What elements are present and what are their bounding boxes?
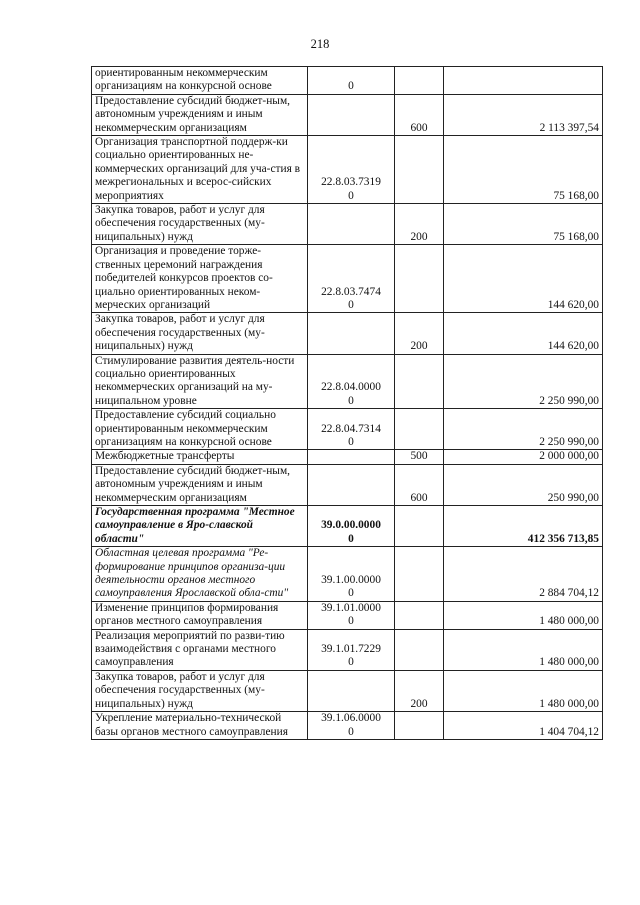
expense-type-cell: 500: [395, 450, 444, 464]
table-row: [92, 94, 603, 135]
target-code-line: 39.1.01.7229: [321, 643, 381, 656]
target-code-cell: [308, 67, 395, 95]
amount-cell: [444, 67, 603, 95]
expense-type-cell: [395, 629, 444, 670]
table-row: [92, 547, 603, 602]
amount-cell: 1 404 704,12: [444, 712, 603, 740]
target-code-line: [311, 122, 391, 135]
target-code-cell: [308, 670, 395, 711]
expense-type-cell: [395, 712, 444, 740]
target-code-line: 39.1.01.0000: [321, 601, 381, 614]
target-code-line: 22.8.03.7319: [321, 176, 381, 189]
amount-cell: 1 480 000,00: [444, 629, 603, 670]
target-code-line: 0: [348, 725, 354, 738]
amount-cell: 2 113 397,54: [444, 94, 603, 135]
expense-type-cell: [395, 354, 444, 409]
target-code-cell: [308, 506, 395, 547]
expense-type-cell: [395, 601, 444, 629]
table-row: [92, 712, 603, 740]
item-name-cell: Областная целевая программа "Ре-формирование принципов организа-ции деятельности органов местного самоуправления Ярославской обла-сти": [92, 547, 308, 602]
target-code-cell: [308, 547, 395, 602]
item-name-cell: Закупка товаров, работ и услуг для обеспечения государственных (му-ниципальных) нужд: [92, 670, 308, 711]
amount-cell: 250 990,00: [444, 464, 603, 505]
expense-type-cell: 200: [395, 313, 444, 354]
target-code-line: 0: [348, 615, 354, 628]
target-code-line: 39.1.00.0000: [321, 574, 381, 587]
expense-type-cell: 200: [395, 670, 444, 711]
target-code-line: 0: [348, 532, 354, 545]
target-code-line: [311, 231, 391, 244]
item-name-cell: ориентированным некоммерческим организациям на конкурсной основе: [92, 67, 308, 95]
item-name-cell: Укрепление материально-технической базы органов местного самоуправления: [92, 712, 308, 740]
expense-type-cell: 600: [395, 94, 444, 135]
item-name-cell: Предоставление субсидий социально ориентированным некоммерческим организациям на конкурсной основе: [92, 409, 308, 450]
target-code-line: 0: [348, 298, 354, 311]
amount-cell: 75 168,00: [444, 136, 603, 204]
expense-type-cell: [395, 506, 444, 547]
target-code-line: 0: [348, 80, 354, 93]
target-code-line: [311, 67, 391, 80]
target-code-cell: [308, 204, 395, 245]
item-name-cell: Организация и проведение торже-ственных церемоний награждения победителей конкурсов проектов со-циально ориентированных неком-мерческих организаций: [92, 245, 308, 313]
target-code-cell: [308, 94, 395, 135]
target-code-line: [311, 340, 391, 353]
table-row: [92, 313, 603, 354]
expense-type-cell: [395, 409, 444, 450]
item-name-cell: Организация транспортной поддерж-ки социально ориентированных не-коммерческих организаций для уча-стия в межрегиональных и всерос-сийских мероприятиях: [92, 136, 308, 204]
item-name-cell: Предоставление субсидий бюджет-ным, автономным учреждениям и иным некоммерческим организациям: [92, 94, 308, 135]
table-row: [92, 354, 603, 409]
target-code-line: 39.0.00.0000: [321, 519, 381, 532]
item-name-cell: Закупка товаров, работ и услуг для обеспечения государственных (му-ниципальных) нужд: [92, 313, 308, 354]
amount-cell: 144 620,00: [444, 245, 603, 313]
amount-cell: 2 884 704,12: [444, 547, 603, 602]
table-row: [92, 464, 603, 505]
target-code-line: 22.8.03.7474: [321, 285, 381, 298]
target-code-cell: [308, 712, 395, 740]
item-name-cell: Межбюджетные трансферты: [92, 450, 308, 464]
target-code-line: 0: [348, 656, 354, 669]
target-code-cell: [308, 313, 395, 354]
target-code-cell: [308, 464, 395, 505]
target-code-line: 0: [348, 435, 354, 448]
table-row: [92, 450, 603, 464]
amount-cell: 1 480 000,00: [444, 670, 603, 711]
page-number: 218: [310, 37, 330, 51]
item-name-cell: Стимулирование развития деятель-ности социально ориентированных некоммерческих организаций на му-ниципальном уровне: [92, 354, 308, 409]
amount-cell: 412 356 713,85: [444, 506, 603, 547]
table-row: [92, 506, 603, 547]
target-code-cell: [308, 245, 395, 313]
target-code-cell: [308, 629, 395, 670]
table-row: [92, 67, 603, 95]
budget-table: [91, 66, 603, 740]
expense-type-cell: [395, 136, 444, 204]
table-row: [92, 670, 603, 711]
table-row: [92, 629, 603, 670]
target-code-line: [311, 698, 391, 711]
budget-table-body: [92, 67, 603, 740]
target-code-cell: [308, 136, 395, 204]
target-code-line: 22.8.04.0000: [321, 381, 381, 394]
target-code-cell: [308, 354, 395, 409]
expense-type-cell: [395, 547, 444, 602]
expense-type-cell: 600: [395, 464, 444, 505]
target-code-line: [311, 492, 391, 505]
expense-type-cell: 200: [395, 204, 444, 245]
target-code-cell: [308, 601, 395, 629]
item-name-cell: Изменение принципов формирования органов местного самоуправления: [92, 601, 308, 629]
target-code-line: 0: [348, 189, 354, 202]
target-code-line: 0: [348, 587, 354, 600]
target-code-line: 39.1.06.0000: [321, 712, 381, 725]
item-name-cell: Реализация мероприятий по разви-тию взаимодействия с органами местного самоуправления: [92, 629, 308, 670]
table-row: [92, 245, 603, 313]
amount-cell: 2 250 990,00: [444, 354, 603, 409]
amount-cell: 144 620,00: [444, 313, 603, 354]
item-name-cell: Государственная программа "Местное самоуправление в Яро-славской области": [92, 506, 308, 547]
target-code-cell: [308, 450, 395, 464]
target-code-line: [311, 450, 391, 463]
table-row: [92, 136, 603, 204]
target-code-cell: [308, 409, 395, 450]
expense-type-cell: [395, 67, 444, 95]
item-name-cell: Закупка товаров, работ и услуг для обеспечения государственных (му-ниципальных) нужд: [92, 204, 308, 245]
item-name-cell: Предоставление субсидий бюджет-ным, автономным учреждениям и иным некоммерческим организациям: [92, 464, 308, 505]
table-row: [92, 204, 603, 245]
amount-cell: 75 168,00: [444, 204, 603, 245]
target-code-line: 0: [348, 394, 354, 407]
amount-cell: 2 000 000,00: [444, 450, 603, 464]
target-code-line: 22.8.04.7314: [321, 422, 381, 435]
table-row: [92, 601, 603, 629]
amount-cell: 1 480 000,00: [444, 601, 603, 629]
amount-cell: 2 250 990,00: [444, 409, 603, 450]
expense-type-cell: [395, 245, 444, 313]
table-row: [92, 409, 603, 450]
